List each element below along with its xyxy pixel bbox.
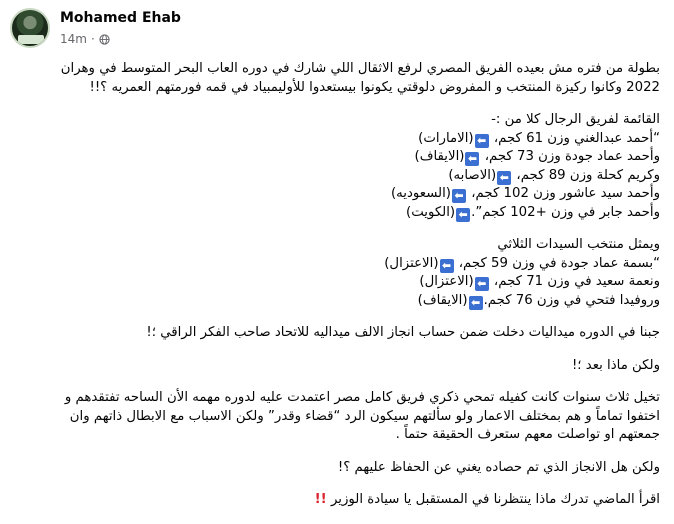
athlete-line (14, 273, 660, 292)
meta-separator: · (90, 32, 95, 46)
athlete-text: وأحمد سيد عاشور وزن 102 كجم، (471, 186, 660, 201)
athlete-status: (الاعتزال) (384, 255, 439, 271)
left-arrow-icon: ⬅ (452, 189, 466, 203)
imagine-line: جمعتهم او تواصلت معهم ستعرف الحقيقة حتماً . (395, 427, 660, 442)
left-arrow-icon: ⬅ (456, 208, 470, 222)
imagine-line: اختفوا تماماً و هم بمختلف الاعمار ولو سألتهم سيكون الرد “قضاء وقدر” ولكن الاسباب مع الابطال ذاتهم وان (69, 408, 660, 424)
women-list (14, 236, 660, 310)
final-paragraph (14, 491, 660, 510)
women-header: ويمثل منتخب السيدات الثلاثي (497, 237, 660, 252)
athlete-text: وأحمد عماد جودة وزن 73 كجم، (484, 149, 660, 164)
globe-icon[interactable] (99, 34, 110, 45)
imagine-paragraph (14, 389, 660, 445)
athlete-line (14, 185, 660, 204)
medals-paragraph (14, 324, 660, 343)
left-arrow-icon: ⬅ (497, 171, 511, 185)
post-time[interactable]: 14m (60, 32, 87, 46)
left-arrow-icon: ⬅ (469, 296, 483, 310)
intro-line: بطولة من فتره مش بعيده الفريق المصري لرفع الاثقال اللي شارك في دوره العاب البحر المتوسط في وهران (60, 61, 660, 76)
men-header: القائمة لفريق الرجال كلا من :- (491, 112, 660, 127)
left-arrow-icon: ⬅ (475, 134, 489, 148)
athlete-text: وروفيدا فتحي في وزن 76 كجم. (483, 292, 660, 308)
athlete-line (14, 255, 660, 274)
author-name[interactable]: Mohamed Ehab (60, 10, 181, 26)
question-paragraph (14, 357, 660, 376)
athlete-line (14, 167, 660, 186)
athlete-status: (الكويت) (406, 204, 456, 220)
question-line: ولكن ماذا بعد ؛! (571, 357, 660, 373)
athlete-text: وأحمد جابر في وزن +102 كجم”. (471, 204, 660, 220)
athlete-text: “أحمد عبدالغني وزن 61 كجم، (493, 130, 660, 146)
athlete-status: (الامارات) (418, 130, 474, 146)
athlete-status: (السعوديه) (390, 186, 451, 201)
left-arrow-icon: ⬅ (440, 259, 454, 273)
avatar-badge (18, 35, 44, 44)
avatar[interactable] (10, 8, 50, 48)
final-text: اقرأ الماضي تدرك ماذا ينتظرنا في المستقبل يا سيادة الوزير (330, 492, 660, 507)
imagine-line: تخيل ثلاث سنوات كانت كفيله تمحي ذكري فريق كامل مصر اعتمدت عليه لدوره مهمه الأن الساحه تفتقدهم و (64, 390, 660, 405)
post-body (14, 60, 660, 524)
left-arrow-icon: ⬅ (465, 152, 479, 166)
post-meta (60, 32, 110, 46)
intro-line: 2022 وكانوا ركيزة المنتخب و المفروض دلوقتي يكونوا بيستعدوا للأوليمبياد في قمه فورمتهم العمريه ؟!! (89, 79, 660, 95)
achievement-line: ولكن هل الانجاز الذي تم حصاده يغني عن الحفاظ عليهم ؟! (337, 459, 660, 475)
medals-line: جبنا في الدوره ميداليات دخلت ضمن حساب انجاز الالف ميداليه للاتحاد صاحب الفكر الراقي ؛! (146, 325, 660, 340)
athlete-status: (الايقاف) (414, 149, 465, 164)
achievement-paragraph (14, 459, 660, 478)
athlete-line (14, 204, 660, 223)
athlete-status: (الاعتزال) (419, 274, 474, 289)
double-exclamation-icon: !! (314, 492, 327, 507)
final-line (14, 491, 660, 510)
men-list (14, 111, 660, 222)
athlete-text: وكريم كحلة وزن 89 كجم، (516, 167, 660, 183)
athlete-text: ونعمة سعيد في وزن 71 كجم، (493, 274, 660, 289)
athlete-line (14, 130, 660, 149)
athlete-text: “بسمة عماد جودة في وزن 59 كجم، (458, 255, 660, 271)
athlete-line (14, 292, 660, 311)
intro-paragraph (14, 60, 660, 97)
left-arrow-icon: ⬅ (475, 277, 489, 291)
athlete-status: (الاصابه) (448, 167, 497, 183)
athlete-status: (الايقاف) (417, 292, 468, 308)
athlete-line (14, 148, 660, 167)
